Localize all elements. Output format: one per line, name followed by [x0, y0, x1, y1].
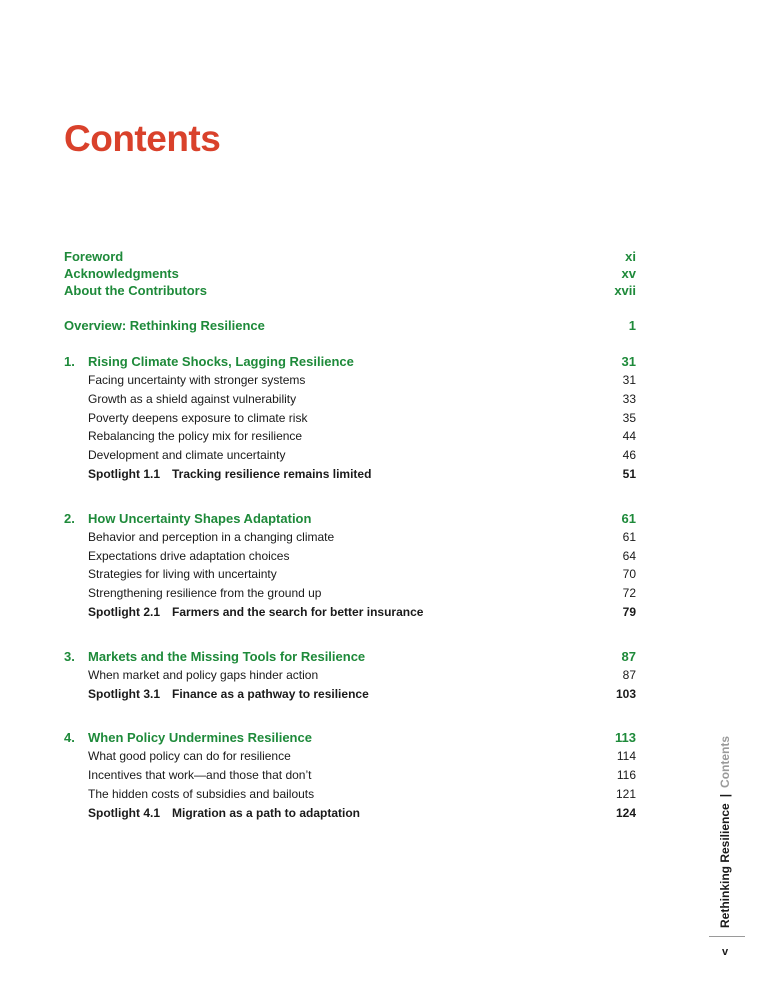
section-label: The hidden costs of subsidies and bailouts — [88, 786, 315, 801]
toc-spotlight[interactable] — [64, 685, 636, 704]
toc-entry-page: xvii — [614, 283, 636, 298]
spotlight-title: Tracking resilience remains limited — [172, 466, 372, 481]
section-page: 87 — [622, 667, 636, 682]
toc-chapter-4[interactable] — [64, 728, 636, 747]
toc-section[interactable] — [64, 747, 636, 766]
section-label: When market and policy gaps hinder action — [88, 667, 319, 682]
section-label: Facing uncertainty with stronger systems — [88, 373, 306, 387]
toc-section[interactable] — [64, 785, 636, 804]
chapter-page: 87 — [621, 648, 636, 664]
toc-section[interactable] — [64, 766, 636, 785]
spotlight-title: Migration as a path to adaptation — [172, 805, 361, 820]
section-label: Poverty deepens exposure to climate risk — [88, 410, 308, 425]
chapter-title: How Uncertainty Shapes Adaptation — [88, 510, 312, 526]
section-label: What good policy can do for resilience — [88, 749, 291, 764]
header-separator: | — [718, 793, 732, 798]
toc-chapter-1[interactable] — [64, 352, 636, 371]
toc-spotlight[interactable] — [64, 603, 636, 622]
spotlight-title: Farmers and the search for better insurance — [172, 604, 424, 619]
chapter-page: 31 — [621, 354, 636, 369]
spotlight-number: Spotlight 2.1 — [88, 604, 160, 619]
toc-section[interactable] — [64, 547, 636, 566]
spotlight-title: Finance as a pathway to resilience — [172, 686, 369, 701]
section-page: 64 — [622, 548, 636, 563]
chapter-title: Markets and the Missing Tools for Resilience — [88, 648, 366, 664]
section-page: 121 — [615, 786, 636, 801]
chapter-number: 4. — [64, 730, 75, 746]
spotlight-number: Spotlight 3.1 — [88, 686, 160, 701]
toc-section[interactable] — [64, 565, 636, 584]
toc-entry-contributors[interactable] — [64, 282, 636, 299]
table-of-contents — [64, 248, 636, 823]
chapter-number: 1. — [64, 354, 75, 369]
section-label: Expectations drive adaptation choices — [88, 548, 290, 563]
toc-spotlight[interactable] — [64, 804, 636, 823]
toc-entry-page: 1 — [628, 318, 636, 333]
section-page: 114 — [616, 749, 636, 764]
chapter-page: 113 — [615, 730, 636, 746]
section-label: Development and climate uncertainty — [88, 448, 286, 463]
section-page: 72 — [622, 586, 636, 601]
section-page: 70 — [622, 567, 636, 582]
toc-section[interactable] — [64, 427, 636, 446]
toc-entry-foreword[interactable] — [64, 248, 636, 265]
section-label: Strengthening resilience from the ground up — [88, 586, 322, 601]
running-header — [718, 728, 732, 928]
toc-section[interactable] — [64, 371, 636, 390]
spotlight-number: Spotlight 1.1 — [88, 466, 160, 481]
section-page: 116 — [616, 768, 636, 783]
section-label: Incentives that work—and those that don’t — [88, 768, 312, 783]
section-label: Growth as a shield against vulnerability — [88, 391, 297, 406]
toc-entry-label: About the Contributors — [64, 283, 207, 298]
chapter-number: 3. — [64, 648, 75, 664]
section-page: 61 — [622, 529, 636, 544]
section-page: 35 — [622, 410, 636, 425]
spotlight-number: Spotlight 4.1 — [88, 805, 160, 820]
chapter-number: 2. — [64, 510, 75, 526]
section-page: 44 — [622, 429, 636, 444]
book-title: Rethinking Resilience — [718, 803, 732, 928]
toc-entry-acknowledgments[interactable] — [64, 265, 636, 282]
section-page: 33 — [622, 391, 636, 406]
footer-rule — [709, 936, 745, 937]
spotlight-page: 51 — [622, 466, 636, 481]
page-number: v — [722, 946, 729, 958]
toc-entry-label: Foreword — [64, 249, 124, 264]
toc-section[interactable] — [64, 409, 636, 428]
toc-spotlight[interactable] — [64, 465, 636, 484]
toc-chapter-2[interactable] — [64, 509, 636, 528]
toc-entry-page: xi — [625, 249, 636, 264]
toc-section[interactable] — [64, 528, 636, 547]
toc-section[interactable] — [64, 584, 636, 603]
toc-entry-overview[interactable] — [64, 317, 636, 334]
chapter-page: 61 — [621, 510, 636, 526]
chapter-title: Rising Climate Shocks, Lagging Resilience — [88, 354, 354, 369]
toc-section[interactable] — [64, 390, 636, 409]
section-name: Contents — [718, 735, 732, 788]
page-title: Contents — [64, 118, 221, 159]
spotlight-page: 79 — [622, 604, 636, 619]
toc-section[interactable] — [64, 446, 636, 465]
toc-section[interactable] — [64, 666, 636, 685]
toc-entry-page: xv — [621, 266, 636, 281]
section-label: Rebalancing the policy mix for resilience — [88, 429, 303, 444]
section-page: 31 — [622, 373, 636, 387]
section-label: Behavior and perception in a changing climate — [88, 529, 335, 544]
toc-entry-label: Acknowledgments — [64, 266, 179, 281]
section-label: Strategies for living with uncertainty — [88, 567, 277, 582]
toc-entry-label: Overview: Rethinking Resilience — [64, 318, 265, 333]
section-page: 46 — [622, 448, 636, 463]
spotlight-page: 103 — [615, 686, 636, 701]
toc-chapter-3[interactable] — [64, 647, 636, 666]
chapter-title: When Policy Undermines Resilience — [88, 730, 312, 746]
spotlight-page: 124 — [615, 805, 636, 820]
